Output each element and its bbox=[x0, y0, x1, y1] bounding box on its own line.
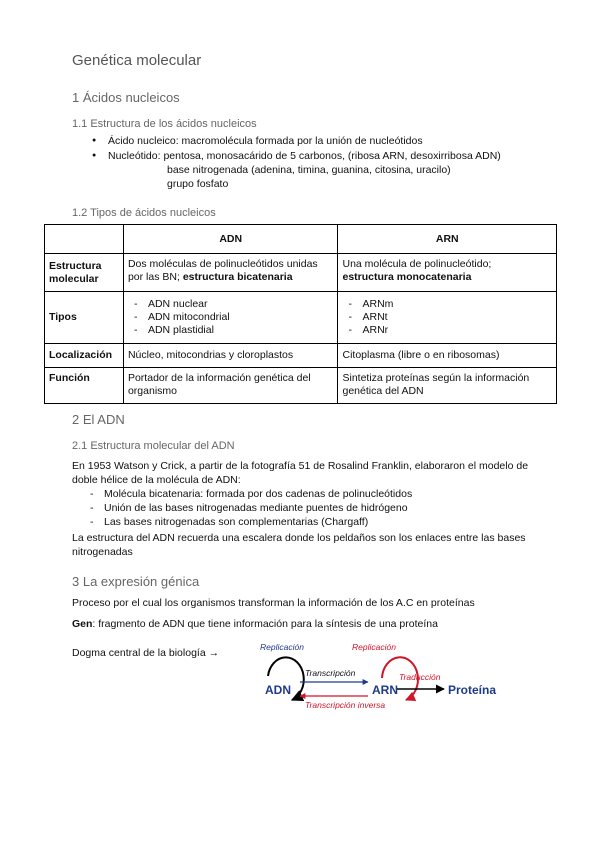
table-cell bbox=[338, 254, 557, 292]
section-2-heading: 2 El ADN bbox=[72, 412, 125, 427]
dna-paragraph-2: La estructura del ADN recuerda una escalera donde los peldaños son los enlaces entre las bases nitrogenadas bbox=[72, 532, 526, 558]
list-item: ● Ácido nucleico: macromolécula formada por la unión de nucleótidos bbox=[88, 134, 558, 149]
page-title: Genética molecular bbox=[72, 52, 202, 69]
arn-node: ARN bbox=[372, 683, 398, 697]
dna-paragraph-1: En 1953 Watson y Crick, a partir de la fotografía 51 de Rosalind Franklin, elaboraron el modelo de doble hélice de la molécula de ADN: bbox=[72, 460, 529, 486]
table-cell bbox=[338, 292, 557, 344]
cell-text: Una molécula de polinucleótido; bbox=[342, 258, 492, 270]
list-item: - ADN plastidial bbox=[128, 324, 334, 337]
protein-node: Proteína bbox=[448, 683, 497, 697]
list-item: - ARNt bbox=[342, 311, 552, 324]
table-cell bbox=[123, 292, 338, 344]
list-item: - Unión de las bases nitrogenadas mediante puentes de hidrógeno bbox=[72, 501, 542, 515]
row-header: Localización bbox=[45, 344, 124, 368]
gene-definition bbox=[72, 617, 550, 631]
cell-text-bold: estructura bicatenaria bbox=[182, 271, 293, 283]
table-row bbox=[45, 254, 557, 292]
column-header-adn: ADN bbox=[123, 225, 338, 254]
nucleic-acid-list bbox=[88, 134, 558, 191]
nucleic-acid-table bbox=[44, 224, 557, 404]
adn-node: ADN bbox=[265, 683, 291, 697]
central-dogma-diagram bbox=[250, 638, 520, 728]
cell-text-bold: estructura monocatenaria bbox=[342, 271, 472, 283]
table-cell: Citoplasma (libre o en ribosomas) bbox=[338, 344, 557, 368]
row-header: Tipos bbox=[45, 292, 124, 344]
table-cell: Núcleo, mitocondrias y cloroplastos bbox=[123, 344, 338, 368]
transcription-label: Transcripción bbox=[305, 668, 356, 678]
section-1-heading: 1 Ácidos nucleicos bbox=[72, 90, 180, 105]
section-1-2-heading: 1.2 Tipos de ácidos nucleicos bbox=[72, 207, 216, 219]
table-cell bbox=[123, 254, 338, 292]
list-item: - Molécula bicatenaria: formada por dos cadenas de polinucleótidos bbox=[72, 487, 542, 501]
list-item-continuation: grupo fosfato bbox=[167, 178, 229, 190]
reverse-transcription-text: Transcripción inversa bbox=[305, 700, 386, 710]
dogma-label: Dogma central de la biología → bbox=[72, 647, 220, 659]
row-header: Función bbox=[45, 368, 124, 404]
table-row bbox=[45, 368, 557, 404]
translation-label: Traducción bbox=[399, 672, 441, 682]
table-header-row bbox=[45, 225, 557, 254]
list-item: - Las bases nitrogenadas son complementarias (Chargaff) bbox=[72, 515, 542, 529]
section-2-1-heading: 2.1 Estructura molecular del ADN bbox=[72, 440, 235, 452]
table-cell: Sintetiza proteínas según la información genética del ADN bbox=[338, 368, 557, 404]
table-row bbox=[45, 344, 557, 368]
replication-label-arn: Replicación bbox=[352, 642, 396, 652]
list-item: ● Nucleótido: pentosa, monosacárido de 5 carbonos, (ribosa ARN, desoxirribosa ADN) bbox=[88, 149, 558, 164]
column-header-arn: ARN bbox=[338, 225, 557, 254]
section-3-heading: 3 La expresión génica bbox=[72, 574, 200, 589]
list-item: - ADN mitocondrial bbox=[128, 311, 334, 324]
dna-structure-list bbox=[72, 487, 542, 529]
row-header: Estructura molecular bbox=[45, 254, 124, 292]
reverse-transcription-label bbox=[305, 700, 385, 710]
gene-text: : fragmento de ADN que tiene información para la síntesis de una proteína bbox=[92, 618, 438, 630]
gene-expression-definition: Proceso por el cual los organismos transforman la información de los A.C en proteínas bbox=[72, 597, 475, 609]
list-item: - ADN nuclear bbox=[128, 298, 334, 311]
table-row bbox=[45, 292, 557, 344]
list-item: - ARNm bbox=[342, 298, 552, 311]
section-1-1-heading: 1.1 Estructura de los ácidos nucleicos bbox=[72, 118, 257, 130]
table-corner bbox=[45, 225, 124, 254]
replication-label-adn: Replicación bbox=[260, 642, 304, 652]
table-cell: Portador de la información genética del organismo bbox=[123, 368, 338, 404]
gene-label: Gen bbox=[72, 618, 93, 630]
list-item-continuation: base nitrogenada (adenina, timina, guanina, citosina, uracilo) bbox=[167, 164, 451, 176]
cell-text: Dos moléculas de polinucleótidos unidas por las BN; bbox=[127, 258, 318, 283]
list-item: - ARNr bbox=[342, 324, 552, 337]
